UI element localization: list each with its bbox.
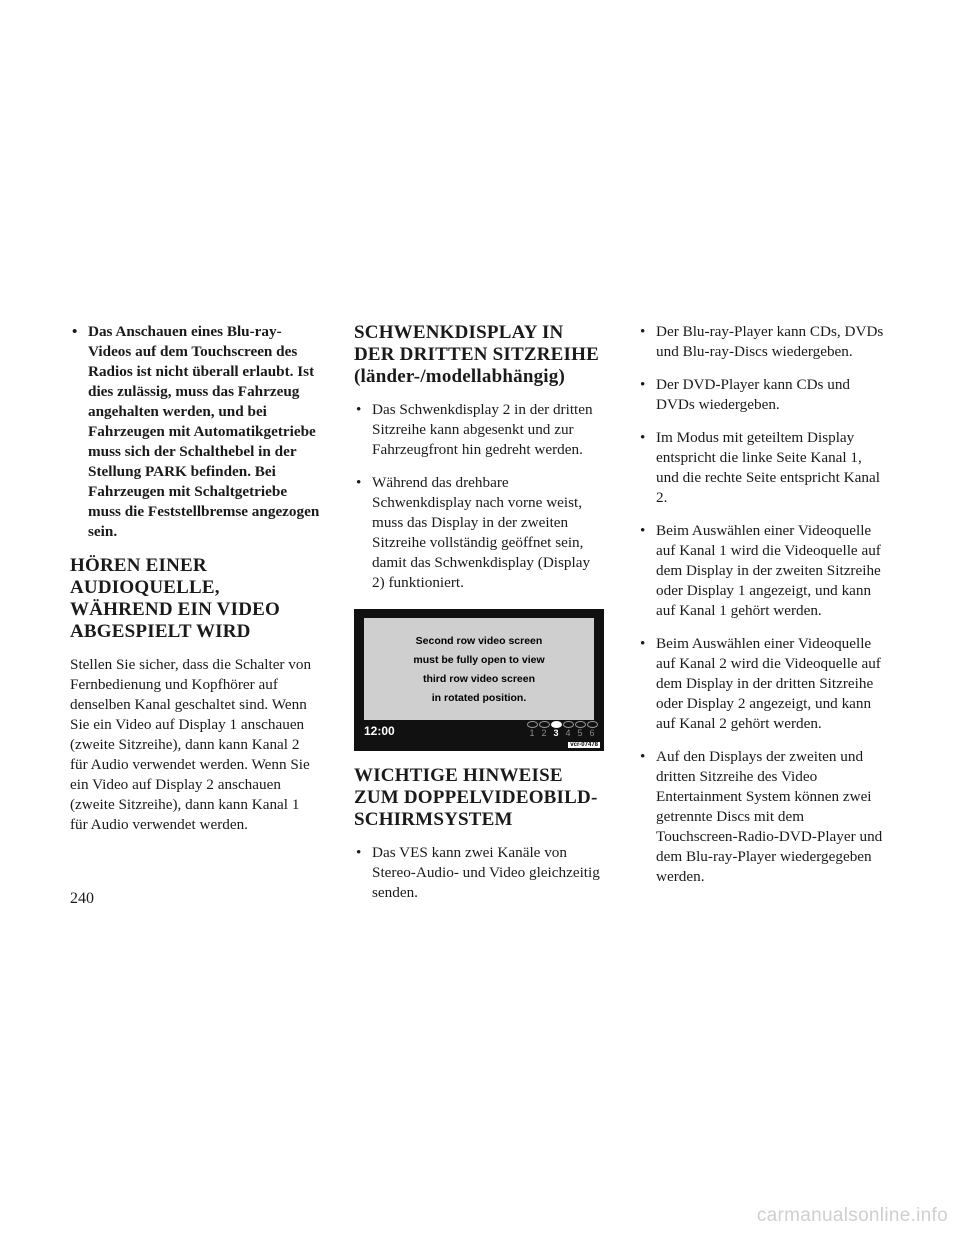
- channel-indicator: 2: [539, 721, 549, 739]
- list-item: • Der Blu-ray-Player kann CDs, DVDs und Blu-ray-Discs wiedergeben.: [638, 322, 888, 362]
- channel-indicators: [527, 721, 597, 743]
- list-item: • Auf den Displays der zweiten und dritten Sitzreihe des Video Entertainment System können zwei getrennte Discs mit dem Touchscreen-Radio-DVD-Player und dem Blu-ray-Player wiedergegeben werden.: [638, 747, 888, 887]
- left-column: [70, 322, 320, 835]
- screen-message-line: Second row video screen: [415, 635, 543, 647]
- watermark: carmanualsonline.info: [756, 1205, 948, 1226]
- heading-line: ABGESPIELT WIRD: [70, 621, 251, 642]
- eye-icon: [539, 721, 550, 728]
- section-heading-dual-video: [354, 765, 604, 831]
- heading-line: SCHIRMSYSTEM: [354, 809, 513, 830]
- eye-icon: [587, 721, 598, 728]
- right-column: [638, 322, 888, 900]
- list-item: • Während das drehbare Schwenkdisplay nach vorne weist, muss das Display in der zweiten Sitzreihe vollständig geöffnet sein, damit das Schwenkdisplay (Display 2) funktioniert.: [354, 473, 604, 593]
- channel-indicator: 6: [587, 721, 597, 739]
- middle-column: [354, 322, 604, 916]
- heading-line: HÖREN EINER: [70, 555, 207, 576]
- swivel-bullet-list: [354, 400, 604, 593]
- heading-line: ZUM DOPPELVIDEOBILD-: [354, 787, 598, 808]
- channel-indicator: 4: [563, 721, 573, 739]
- eye-icon: [575, 721, 586, 728]
- list-item: • Das Schwenkdisplay 2 in der dritten Sitzreihe kann abgesenkt und zur Fahrzeugfront hin gedreht werden.: [354, 400, 604, 460]
- heading-line: WÄHREND EIN VIDEO: [70, 599, 280, 620]
- list-item: • Beim Auswählen einer Videoquelle auf Kanal 1 wird die Videoquelle auf dem Display in der zweiten Sitzreihe oder Display 1 angezeigt, und kann auf Kanal 1 gehört werden.: [638, 521, 888, 621]
- screen-message: [364, 632, 594, 708]
- dual-video-bullet-list: [354, 843, 604, 903]
- eye-icon: [563, 721, 574, 728]
- display-screen-figure: [354, 609, 604, 751]
- screen-message-line: must be fully open to view: [413, 654, 545, 666]
- audio-paragraph: Stellen Sie sicher, dass die Schalter von Fernbedienung und Kopfhörer auf denselben Kanal geschaltet sind. Wenn Sie ein Video auf Display 1 anschauen (zweite Sitzreihe), dann kann Kanal 2 für Audio verwendet werden. Wenn Sie ein Video auf Display 2 anschauen (zweite Sitzreihe), dann kann Kanal 1 für Audio verwendet werden.: [70, 656, 312, 833]
- channel-indicator: 5: [575, 721, 585, 739]
- section-heading-audio: [70, 555, 320, 643]
- warning-bullet: • Das Anschauen eines Blu-ray-Videos auf dem Touchscreen des Radios ist nicht überall erlaubt. Ist dies zulässig, muss das Fahrzeug angehalten werden, und bei Fahrzeugen mit Automatikgetriebe muss sich der Schalthebel in der Stellung PARK befinden. Bei Fahrzeugen mit Schaltgetriebe muss die Feststellbremse angezogen sein.: [70, 322, 320, 542]
- channel-indicator: 1: [527, 721, 537, 739]
- list-item: • Der DVD-Player kann CDs und DVDs wiedergeben.: [638, 375, 888, 415]
- screen-message-area: [364, 618, 594, 720]
- eye-icon: [551, 721, 562, 728]
- figure-id-label: vcr-07478: [570, 742, 598, 748]
- screen-message-line: in rotated position.: [431, 692, 527, 704]
- warning-list: [70, 322, 320, 542]
- screen-clock: 12:00: [364, 724, 395, 738]
- list-item: • Das VES kann zwei Kanäle von Stereo-Audio- und Video gleichzeitig senden.: [354, 843, 604, 903]
- heading-subtitle: (länder-/modellabhängig): [354, 366, 565, 387]
- heading-line: WICHTIGE HINWEISE: [354, 765, 563, 786]
- channel-indicator-active: 3: [551, 721, 561, 739]
- heading-line: AUDIOQUELLE,: [70, 577, 220, 598]
- heading-line: DER DRITTEN SITZREIHE: [354, 344, 599, 365]
- heading-line: SCHWENKDISPLAY IN: [354, 322, 564, 343]
- player-bullet-list: [638, 322, 888, 887]
- screen-message-line: third row video screen: [422, 673, 536, 685]
- list-item: • Beim Auswählen einer Videoquelle auf Kanal 2 wird die Videoquelle auf dem Display in der dritten Sitzreihe oder Display 2 angezeigt, und kann auf Kanal 2 gehört werden.: [638, 634, 888, 734]
- eye-icon: [527, 721, 538, 728]
- page-number: 240: [70, 890, 94, 907]
- list-item: • Im Modus mit geteiltem Display entspricht die linke Seite Kanal 1, und die rechte Seite entspricht Kanal 2.: [638, 428, 888, 508]
- section-heading-swivel-display: [354, 322, 604, 388]
